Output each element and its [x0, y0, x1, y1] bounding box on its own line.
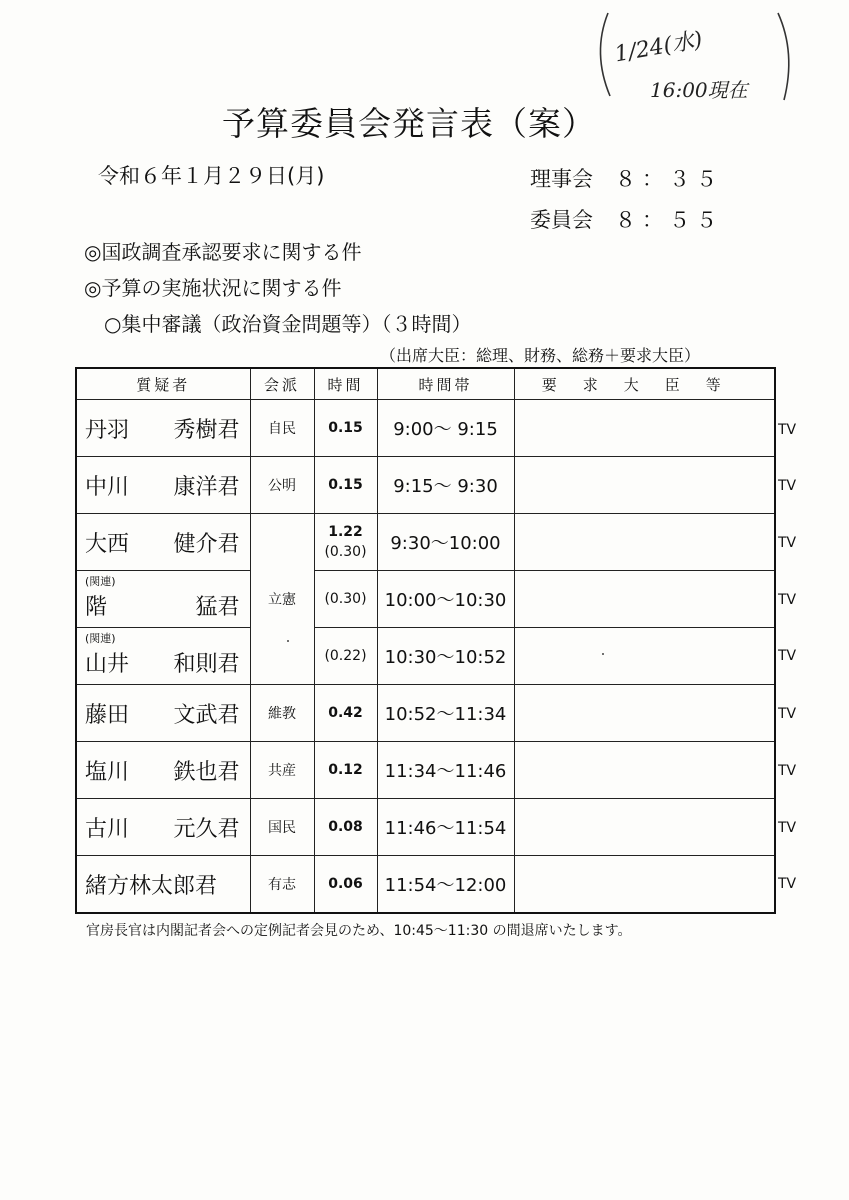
tv-mark: TV — [778, 706, 797, 722]
header-party: 会派 — [250, 368, 314, 400]
agenda-item: ○集中審議（政治資金問題等）（３時間） — [104, 312, 472, 336]
tv-mark: TV — [778, 763, 797, 779]
board-meeting-time: 理事会 ８：３５ — [530, 167, 723, 191]
handwritten-status: 16:00現在 — [650, 78, 748, 102]
scan-speck — [287, 640, 289, 642]
table-row: (関連) 山井 和則君 (0.22) 10:30～10:52 — [76, 628, 775, 685]
tv-mark: TV — [778, 422, 797, 438]
tv-mark: TV — [778, 478, 797, 494]
tv-mark: TV — [778, 876, 797, 892]
agenda-item: ◎予算の実施状況に関する件 — [84, 276, 342, 300]
tv-mark: TV — [778, 592, 797, 608]
table-row: 大西 健介君 立憲 1.22 (0.30) 9:30～10:00 — [76, 514, 775, 571]
table-row: 中川 康洋君 公明 0.15 9:15～ 9:30 — [76, 457, 775, 514]
document-title: 予算委員会発言表（案） — [222, 104, 596, 143]
agenda-item: ◎国政調査承認要求に関する件 — [84, 240, 362, 264]
tv-mark: TV — [778, 820, 797, 836]
attending-ministers: （出席大臣：総理、財務、総務＋要求大臣） — [380, 346, 701, 365]
meeting-date: 令和６年１月２９日(月) — [98, 164, 325, 188]
header-ministers: 要求大臣等 — [514, 368, 775, 400]
table-header — [76, 368, 775, 400]
table-row: 藤田 文武君 維教 0.42 10:52～11:34 — [76, 685, 775, 742]
tv-mark: TV — [778, 535, 797, 551]
header-questioner: 質疑者 — [76, 368, 250, 400]
footnote: 官房長官は内閣記者会への定例記者会見のため、10:45～11:30 の間退席いたします。 — [86, 923, 632, 939]
table-row: 古川 元久君 国民 0.08 11:46～11:54 — [76, 799, 775, 856]
speaker-table — [75, 367, 776, 914]
table-row: (関連) 階 猛君 (0.30) 10:00～10:30 — [76, 571, 775, 628]
tv-mark: TV — [778, 648, 797, 664]
committee-meeting-time: 委員会 ８：５５ — [530, 208, 723, 232]
header-slot: 時間帯 — [377, 368, 514, 400]
handwritten-date: 1/24(水) — [612, 27, 705, 68]
header-duration: 時間 — [314, 368, 377, 400]
table-row: 塩川 鉄也君 共産 0.12 11:34～11:46 — [76, 742, 775, 799]
table-row: 丹羽 秀樹君 自民 0.15 9:00～ 9:15 — [76, 400, 775, 457]
table-row: 緒方林太郎君 有志 0.06 11:54～12:00 — [76, 856, 775, 914]
scan-speck — [602, 653, 604, 655]
